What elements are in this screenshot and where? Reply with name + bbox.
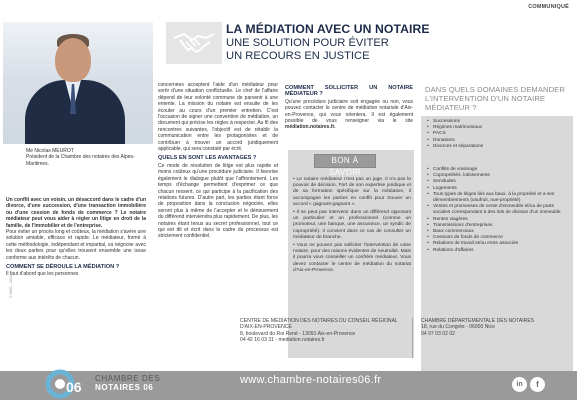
website-link[interactable]: www.chambre-notaires06.fr: [240, 374, 382, 386]
savoir-item: • Vous ne pouvez pas solliciter l'intervention de votre notaire, pour des raisons évidentes de neutralité. Mais il pourra vous conseiller un confrère médiateur. Vous devez contacter le centre de médiation du notariat d'Aix-en-Provence.: [293, 243, 411, 273]
handshake-icon-graphic: [172, 28, 216, 58]
linkedin-icon[interactable]: in: [512, 377, 527, 392]
address-mediation-center: [240, 318, 405, 344]
photo-face: [55, 38, 91, 82]
list-item: • Donations: [427, 138, 567, 144]
address-divider: [412, 318, 413, 358]
section-heading-deroulement: COMMENT SE DÉROULE LA MÉDIATION ?: [6, 264, 120, 271]
bon-a-savoir-label: BON À SAVOIR: [314, 154, 376, 168]
communique-label: COMMUNIQUÉ: [528, 4, 569, 10]
column-3: [285, 85, 413, 131]
list-item: • Tous types de litiges liés aux baux, à la propriété et à ses démembrements (usufruit, nue-propriété): [427, 192, 567, 204]
domain-list-famille: [427, 119, 567, 150]
list-item: • Ventes et promesses de vente d'immeuble et/ou de parts sociales correspondant à des lots de division d'un immeuble: [427, 204, 567, 216]
section-heading-solliciter: COMMENT SOLLICITER UN NOTAIRE MÉDIATEUR ?: [285, 85, 413, 98]
chambre-street: 18, rue du Congrès - 06000 Nice: [421, 324, 495, 331]
list-item: • Rentes viagères: [427, 217, 567, 223]
list-item: • Baux commerciaux: [427, 229, 567, 235]
bon-a-savoir-text: [293, 177, 411, 276]
handshake-icon: [166, 22, 222, 64]
list-item: • PACS: [427, 131, 567, 137]
subtitle-line-1: UNE SOLUTION POUR ÉVITER: [226, 37, 389, 49]
mediation-center-contact: 04 42 16 03 31 - mediation.notaires.fr: [240, 337, 325, 344]
mediation-site-link[interactable]: médiation.notaires.fr.: [285, 124, 336, 131]
intro-paragraph: Pour éviter un procès long et coûteux, la médiation s'avère une solution amiable, efficace et rapide. Le médiateur, formé à cette méthodologie, indépendant et impartial, va négocier avec les deux parties pour qu'elles trouvent ensemble une issue conforme aux intérêts de chacun.: [6, 229, 146, 261]
savoir-item: • Le notaire médiateur n'est pas un juge. Il n'a pas le pouvoir de décision. Fort de son expertise juridique et de sa formation spécifique sur la médiation, il accompagne les parties en conflit pour trouver un accord « gagnant-gagnant ».: [293, 177, 411, 207]
portrait-photo: [3, 22, 153, 144]
list-item: • Successions: [427, 119, 567, 125]
chambre-name: CHAMBRE DÉPARTEMENTALE DES NOTAIRES: [421, 318, 535, 324]
savoir-item: • Il ne peut pas intervenir dans un différend opposant un particulier et un professionnel (comme un promoteur, une banque, une assurance, un syndic de copropriété). Il convient dans ce cas de consulter un médiateur de branche.: [293, 210, 411, 240]
portrait-caption: [26, 148, 151, 167]
column-2: [158, 82, 278, 240]
domain-list-immobilier-entreprise: [427, 167, 567, 254]
list-item: • Cessions de fonds de commerce: [427, 235, 567, 241]
column-1: [6, 197, 146, 278]
logo-line-1: CHAMBRE DES: [95, 374, 161, 383]
chambre-phone: 04 97 03 02 02: [421, 330, 455, 337]
list-item: • Relations d'affaires: [427, 248, 567, 254]
section-heading-avantages: QUELS EN SONT LES AVANTAGES ?: [158, 155, 257, 162]
caption-role: Président de la Chambre des notaires des Alpes-Maritimes.: [26, 154, 135, 167]
facebook-icon[interactable]: f: [530, 377, 545, 392]
notaires-06-logo-icon: [44, 364, 88, 400]
subtitle-line-2: UN RECOURS EN JUSTICE: [226, 50, 370, 62]
chambre-logo-text: [95, 374, 175, 392]
page-title: LA MÉDIATION AVEC UN NOTAIRE: [226, 22, 430, 36]
address-chambre: [421, 318, 573, 337]
deroulement-start: Il faut d'abord que les personnes: [6, 271, 79, 278]
deroulement-paragraph: concernées acceptent l'aide d'un médiateur pour sortir d'une situation conflictuelle. Le chef de l'affaire dépend de leur volonté commune de parvenir à une entente. La mission du notaire est ensuite de les écouter au cours d'un premier entretien. C'est l'occasion de signer une convention de médiation, un document qui précise les règles à respecter. Au fil des rencontres suivantes, l'objectif est de rétablir la communication entre les protagonistes et de contribuer à trouver un accord juridiquement applicable, qui sera constaté par écrit.: [158, 82, 278, 153]
list-item: • Régimes matrimoniaux: [427, 125, 567, 131]
logo-line-2: NOTAIRES 06: [95, 383, 154, 393]
intro-lead: Un conflit avec un voisin, un désaccord dans le cadre d'un divorce, d'une succession, d'une transaction immobilière ou d'une cession de fonds de commerce ? Le notaire médiateur peut vous aider à régler un litige en droit de la famille, de l'immobilier et de l'entreprise.: [6, 197, 146, 229]
avantages-paragraph: Ce mode de résolution de litige est plus rapide et moins coûteux qu'une procédure judiciaire. Il favorise également le dialogue plutôt que l'affrontement. Les temps d'échange permettent d'exprimer ce que chacun ressent, ce qui participe à la pacification des relations futures. D'autre part, les parties étant force de proposition dans la conclusion négociée, elles seront plus à même de l'accepter et le dénouement du différend interviendra plus rapidement. De plus, les notaires étant tenus au secret professionnel, tout ce qui est dit et écrit dans le cadre du processus est strictement confidentiel.: [158, 162, 278, 240]
list-item: • Servitudes: [427, 179, 567, 185]
list-item: • Logements: [427, 186, 567, 192]
list-item: • Relations de travail et/ou entre associés: [427, 241, 567, 247]
list-item: • Divorces et séparations: [427, 144, 567, 150]
solliciter-text: Qu'une procédure judiciaire soit engagée ou non, vous pouvez contacter le centre de médiation notariale d'Aix-en-Provence, qui vous orientera. Il est également possible de vous renseigner via le site: [285, 98, 413, 125]
photo-credit: © MCB - 2023: [9, 275, 13, 298]
sidebar-title: DANS QUELS DOMAINES DEMANDER L'INTERVENTION D'UN NOTAIRE MÉDIATEUR ?: [425, 85, 565, 112]
mediation-center-name: CENTRE DE MÉDIATION DES NOTAIRES DU CONSEIL RÉGIONAL D'AIX-EN-PROVENCE: [240, 318, 398, 331]
list-item: • Conflits de voisinage: [427, 167, 567, 173]
solliciter-paragraph: [285, 99, 413, 131]
caption-name: Me Nicolas MEUROT: [26, 148, 74, 154]
list-item: • Copropriétés, lotissements: [427, 173, 567, 179]
mediation-center-street: 8, boulevard du Roi René - 13091 Aix-en-Provence: [240, 330, 356, 337]
svg-text:06: 06: [66, 379, 82, 395]
list-item: • Transmissions d'entreprises: [427, 223, 567, 229]
